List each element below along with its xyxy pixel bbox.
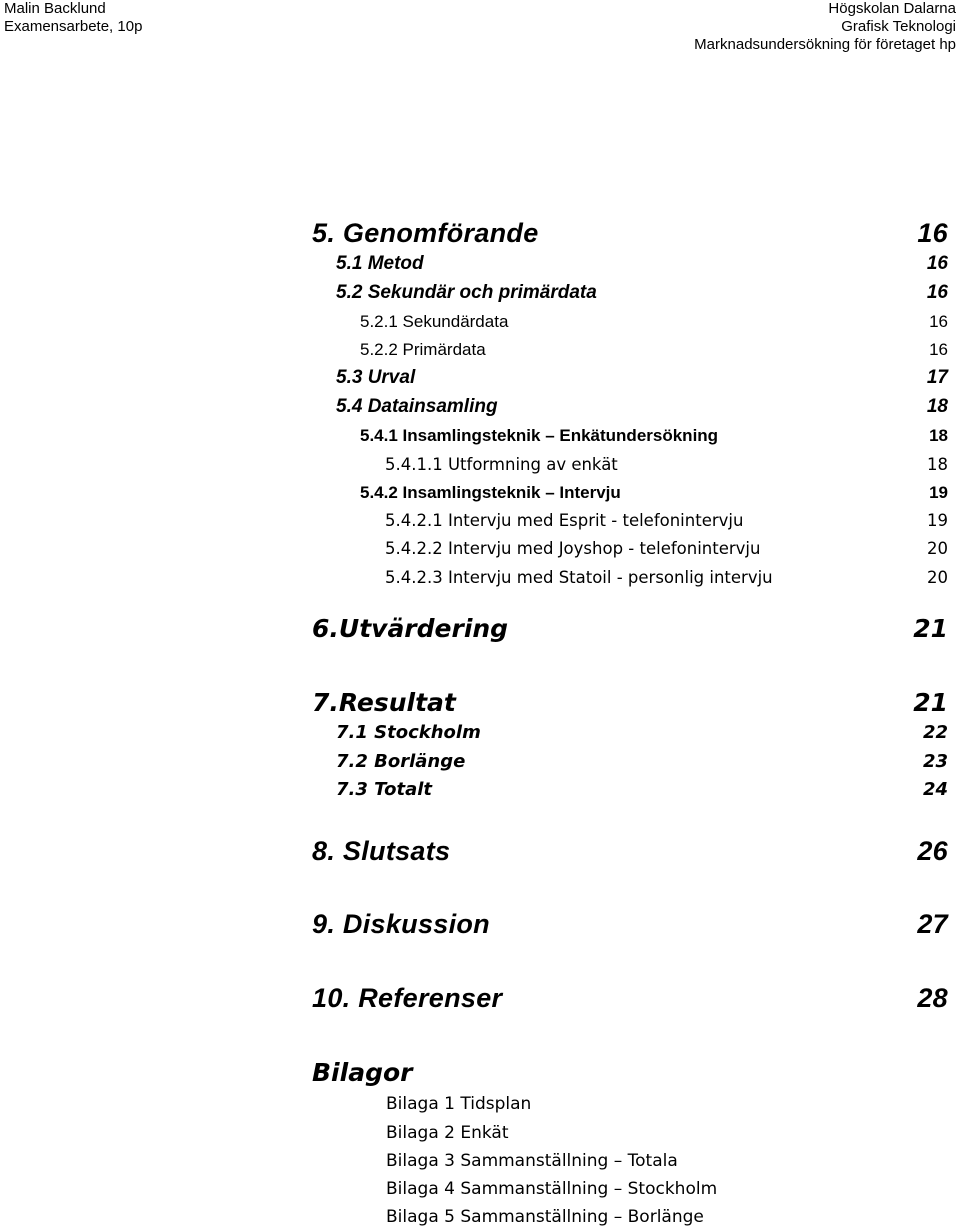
toc-entry-page: 19 [929,483,948,502]
toc-entry-page: 22 [922,722,948,743]
toc-entry-10[interactable] [0,983,948,1014]
toc-entry-label: 5.4.2.3 Intervju med Statoil - personlig intervju [385,568,773,587]
toc-entry-label: 8. Slutsats [312,836,451,866]
toc-entry-label: 7.3 Totalt [336,779,433,800]
toc-entry-page: 16 [917,218,948,248]
toc-entry-label: 5.2 Sekundär och primärdata [336,282,597,303]
toc-entry-5-1[interactable] [0,253,948,275]
appendix-item-5[interactable]: Bilaga 5 Sammanställning – Borlänge [386,1207,704,1227]
toc-entry-label: 5.2.1 Sekundärdata [360,312,509,331]
appendix-title-row [0,1058,948,1087]
toc-entry-5[interactable] [0,218,948,249]
toc-entry-page: 18 [929,426,948,445]
toc-entry-5-3[interactable] [0,367,948,389]
toc-entry-label: 5.3 Urval [336,367,416,388]
document-title: Marknadsundersökning för företaget hp [694,36,956,53]
toc-entry-page: 18 [926,396,948,417]
toc-entry-page: 21 [913,614,948,643]
toc-entry-label: 5.4 Datainsamling [336,396,498,417]
toc-entry-page: 19 [927,511,948,530]
toc-entry-page: 17 [926,367,948,388]
toc-entry-5-2-1[interactable] [0,312,948,332]
toc-entry-page: 23 [922,751,948,772]
toc-entry-7-2[interactable] [0,751,948,772]
toc-entry-5-4[interactable] [0,396,948,418]
toc-entry-page: 16 [929,340,948,359]
toc-entry-label: 9. Diskussion [312,909,490,939]
toc-entry-label: 5.2.2 Primärdata [360,340,486,359]
toc-entry-6[interactable] [0,614,948,643]
header-left [4,0,142,36]
toc-entry-label: 7.Resultat [312,688,456,717]
toc-entry-8[interactable] [0,836,948,867]
toc-entry-label: 5.4.2 Insamlingsteknik – Intervju [360,483,621,502]
toc-entry-label: 5.4.2.2 Intervju med Joyshop - telefonintervju [385,539,761,558]
department-name: Grafisk Teknologi [841,18,956,35]
toc-entry-5-4-1[interactable] [0,426,948,446]
toc-entry-5-2-2[interactable] [0,340,948,360]
toc-entry-5-4-2-1[interactable] [0,511,948,530]
toc-entry-page: 16 [926,253,948,274]
toc-entry-7[interactable] [0,688,948,717]
toc-entry-page: 21 [913,688,948,717]
toc-entry-page: 20 [927,539,948,558]
toc-entry-5-4-2-2[interactable] [0,539,948,558]
toc-entry-page: 16 [929,312,948,331]
header-right [694,0,956,54]
course-info: Examensarbete, 10p [4,18,143,35]
appendix-item-4[interactable]: Bilaga 4 Sammanställning – Stockholm [386,1179,718,1199]
toc-entry-page: 27 [917,909,948,939]
toc-entry-label: 10. Referenser [312,983,503,1013]
toc-entry-7-1[interactable] [0,722,948,743]
toc-entry-page: 18 [927,455,948,474]
toc-entry-page: 20 [927,568,948,587]
toc-entry-page: 26 [917,836,948,866]
toc-entry-label: 5.4.2.1 Intervju med Esprit - telefonintervju [385,511,744,530]
toc-entry-page: 24 [922,779,948,800]
toc-entry-label: 7.2 Borlänge [336,751,466,772]
toc-entry-5-4-2-3[interactable] [0,568,948,587]
toc-entry-5-4-2[interactable] [0,483,948,503]
appendix-title: Bilagor [312,1058,413,1087]
appendix-item-1[interactable]: Bilaga 1 Tidsplan [386,1094,532,1114]
toc-entry-label: 5.4.1.1 Utformning av enkät [385,455,618,474]
school-name: Högskolan Dalarna [828,0,956,17]
appendix-item-3[interactable]: Bilaga 3 Sammanställning – Totala [386,1151,678,1171]
toc-entry-label: 5.4.1 Insamlingsteknik – Enkätundersökning [360,426,719,445]
toc-entry-label: 5. Genomförande [312,218,539,248]
toc-entry-label: 5.1 Metod [336,253,424,274]
toc-entry-7-3[interactable] [0,779,948,800]
toc-entry-page: 28 [917,983,948,1013]
toc-entry-page: 16 [926,282,948,303]
toc-entry-label: 6.Utvärdering [312,614,509,643]
toc-entry-label: 7.1 Stockholm [336,722,481,743]
appendix-item-2[interactable]: Bilaga 2 Enkät [386,1123,509,1143]
toc-entry-5-2[interactable] [0,282,948,304]
toc-entry-9[interactable] [0,909,948,940]
toc-entry-5-4-1-1[interactable] [0,455,948,474]
author-name: Malin Backlund [4,0,106,17]
